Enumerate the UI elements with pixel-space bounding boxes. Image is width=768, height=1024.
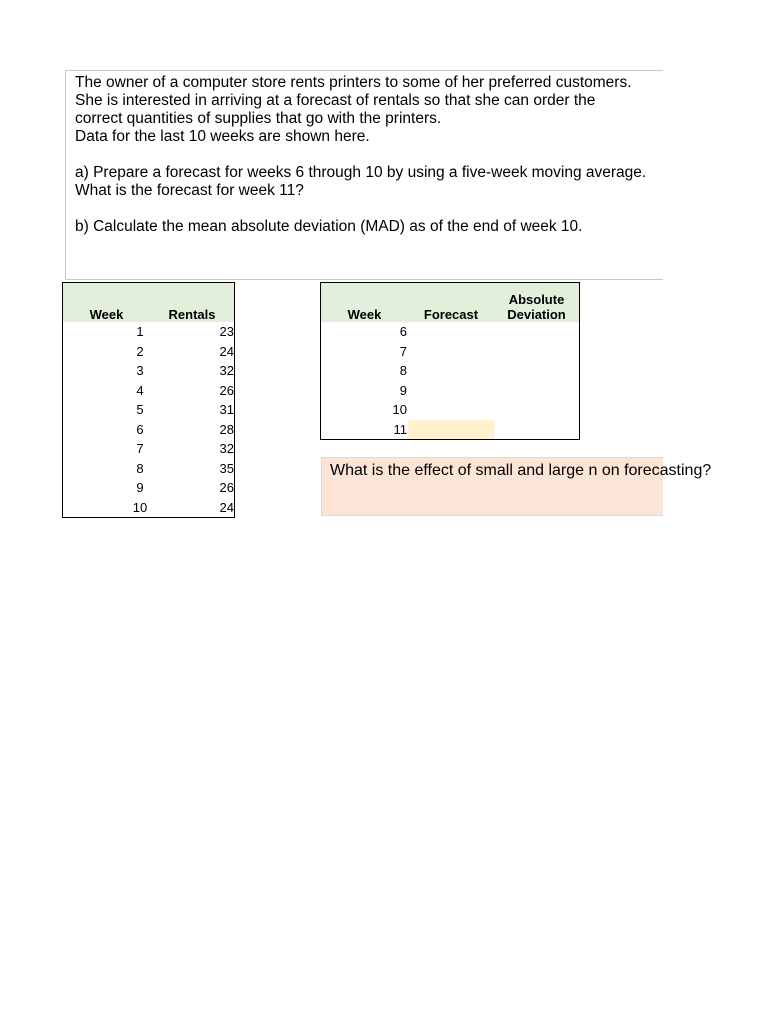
table-row (63, 478, 235, 498)
week-value: 10 (132, 499, 148, 515)
absolute-deviation-cell[interactable] (494, 420, 580, 440)
week-cell[interactable] (63, 478, 151, 498)
table-row (321, 342, 580, 362)
forecast-week-cell[interactable]: 10 (392, 402, 407, 417)
forecast-table (320, 282, 580, 440)
table-row (63, 439, 235, 459)
week-value: 7 (136, 441, 144, 456)
rentals-cell[interactable]: 24 (219, 499, 234, 515)
forecast-value-cell[interactable] (408, 322, 494, 342)
absolute-deviation-cell[interactable] (494, 381, 580, 401)
table-row (321, 400, 580, 420)
week-cell[interactable] (63, 361, 151, 381)
week-11-forecast-input[interactable] (408, 420, 494, 439)
abs-dev-line-1: Absolute (508, 292, 565, 307)
rentals-cell[interactable]: 26 (219, 480, 234, 495)
week-cell[interactable] (63, 322, 151, 342)
rentals-cell[interactable]: 32 (219, 363, 234, 378)
forecast-value-cell[interactable] (408, 361, 494, 381)
forecast-week-cell[interactable]: 7 (399, 343, 407, 359)
part-a-line-2: What is the forecast for week 11? (75, 182, 304, 199)
absolute-deviation-cell[interactable] (494, 342, 580, 362)
rentals-cell[interactable]: 32 (219, 441, 234, 456)
table-row (321, 361, 580, 381)
problem-line-1: The owner of a computer store rents printers to some of her preferred customers. (75, 74, 632, 91)
absolute-deviation-cell[interactable] (494, 361, 580, 381)
table-row (63, 420, 235, 440)
week-value: 1 (136, 324, 144, 339)
table-row (63, 400, 235, 420)
table-row (63, 322, 235, 342)
week-cell[interactable] (63, 420, 151, 440)
table-row (321, 420, 580, 440)
rentals-cell[interactable]: 28 (219, 421, 234, 437)
table-row (63, 498, 235, 518)
rentals-cell[interactable]: 35 (219, 460, 234, 476)
week-cell[interactable] (63, 498, 151, 518)
forecast-header-forecast: Forecast (408, 283, 494, 323)
problem-line-2: She is interested in arriving at a forecast of rentals so that she can order the (75, 92, 596, 109)
absolute-deviation-cell[interactable] (494, 322, 580, 342)
table-row (321, 322, 580, 342)
week-cell[interactable] (63, 459, 151, 479)
table-row (63, 342, 235, 362)
abs-dev-line-2: Deviation (507, 307, 566, 322)
question-box[interactable]: What is the effect of small and large n on forecasting? (321, 457, 663, 516)
week-cell[interactable] (63, 400, 151, 420)
forecast-value-cell[interactable] (408, 381, 494, 401)
table-row (63, 361, 235, 381)
header-week: Week (63, 283, 151, 323)
rentals-cell[interactable]: 31 (219, 402, 234, 417)
table-row (63, 381, 235, 401)
table-row (321, 381, 580, 401)
forecast-week-cell[interactable]: 9 (399, 382, 407, 398)
absolute-deviation-cell[interactable] (494, 400, 580, 420)
rentals-cell[interactable]: 26 (219, 382, 234, 398)
forecast-header-week: Week (321, 283, 409, 323)
week-value: 2 (136, 343, 144, 359)
table-row (63, 459, 235, 479)
rentals-cell[interactable]: 24 (219, 343, 234, 359)
week-value: 3 (136, 363, 144, 378)
forecast-week-cell[interactable]: 8 (399, 363, 407, 378)
week-cell[interactable] (63, 342, 151, 362)
header-rentals: Rentals (150, 283, 235, 323)
forecast-week-cell[interactable]: 11 (393, 421, 407, 437)
problem-line-3: correct quantities of supplies that go with the printers. (75, 110, 442, 127)
forecast-value-cell[interactable] (408, 342, 494, 362)
forecast-header-absolute-deviation (494, 283, 580, 323)
week-value: 8 (136, 460, 144, 476)
week-value: 4 (136, 382, 144, 398)
week-cell[interactable] (63, 381, 151, 401)
week-value: 6 (136, 421, 144, 437)
part-a-line-1: a) Prepare a forecast for weeks 6 through 10 by using a five-week moving average. (75, 164, 647, 181)
week-value: 9 (136, 480, 144, 495)
forecast-week-cell[interactable]: 6 (399, 324, 407, 339)
week-cell[interactable] (63, 439, 151, 459)
week-value: 5 (136, 402, 144, 417)
part-b-line: b) Calculate the mean absolute deviation (MAD) as of the end of week 10. (75, 218, 583, 235)
rentals-data-table (62, 282, 235, 518)
rentals-cell[interactable]: 23 (219, 324, 234, 339)
forecast-value-cell[interactable] (408, 400, 494, 420)
forecast-value-cell[interactable] (408, 420, 494, 440)
problem-line-4: Data for the last 10 weeks are shown here. (75, 128, 370, 145)
problem-statement (65, 70, 663, 280)
